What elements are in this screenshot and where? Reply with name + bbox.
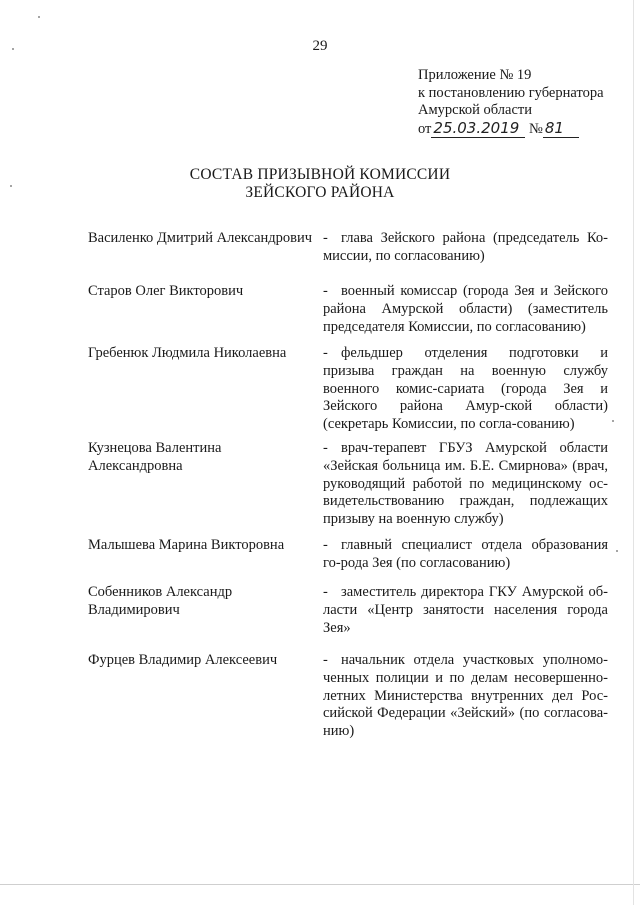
member-name: Старов Олег Викторович xyxy=(88,283,244,299)
member-role xyxy=(323,345,608,434)
member-name: Гребенюк Людмила Николаевна xyxy=(88,345,287,361)
member-role xyxy=(323,440,608,529)
scan-edge-line xyxy=(0,884,640,885)
dash: - xyxy=(323,584,328,600)
member-role xyxy=(323,652,608,741)
member-role-text: главный специалист отдела образования го-рода Зея (по согласованию) xyxy=(323,537,608,571)
member-name: Василенко Дмитрий Александрович xyxy=(88,230,313,246)
member-name: Фурцев Владимир Алексеевич xyxy=(88,652,278,668)
number-prefix: № xyxy=(529,120,543,137)
date-prefix: от xyxy=(418,120,432,137)
dash: - xyxy=(323,230,328,246)
appendix-region: Амурской области xyxy=(418,102,532,118)
member-name: Малышева Марина Викторовна xyxy=(88,537,285,553)
dash: - xyxy=(323,537,328,553)
member-role xyxy=(323,230,608,266)
member-role xyxy=(323,537,608,573)
member-role-text: военный комиссар (города Зея и Зейского района Амурской области) (заместитель председателя Комиссии, по согласованию) xyxy=(323,283,608,335)
appendix-block xyxy=(418,67,618,138)
scan-edge-line xyxy=(633,0,634,905)
member-role-text: глава Зейского района (председатель Ко-миссии, по согласованию) xyxy=(323,230,608,264)
scan-speck xyxy=(10,185,12,187)
scan-speck xyxy=(38,16,40,18)
scan-speck xyxy=(612,420,614,422)
member-name: Собенников Александр Владимирович xyxy=(88,584,233,618)
appendix-date-line xyxy=(418,120,618,139)
member-role xyxy=(323,283,608,336)
member-role-text: начальник отдела участковых уполномо-ченных полиции и по делам несовершенно-летних Министерства внутренних дел Рос-сийской Федерации «Зейский» (по согласова-нию) xyxy=(323,652,608,740)
page-number: 29 xyxy=(312,38,328,54)
handwritten-date: 25.03.2019 xyxy=(431,120,525,139)
title-line-2: ЗЕЙСКОГО РАЙОНА xyxy=(245,184,395,201)
handwritten-number: 81 xyxy=(543,120,579,139)
title-line-1: СОСТАВ ПРИЗЫВНОЙ КОМИССИИ xyxy=(189,166,451,183)
member-role-text: врач-терапевт ГБУЗ Амурской области «Зейская больница им. Б.Е. Смирнова» (врач, руководящий работой по медицинскому ос-видетельствованию граждан, подлежащих призыву на военную службу) xyxy=(323,440,608,528)
member-role xyxy=(323,584,608,637)
member-name: Кузнецова Валентина Александровна xyxy=(88,440,222,474)
dash: - xyxy=(323,345,328,361)
appendix-title: Приложение № 19 xyxy=(418,67,532,83)
dash: - xyxy=(323,652,328,668)
member-role-text: фельдшер отделения подготовки и призыва граждан на военную службу военного комис-сариата (города Зея и Зейского района Амур-ской области) (секретарь Комиссии, по согла-сованию) xyxy=(323,345,608,433)
document-title xyxy=(0,166,640,202)
scan-speck xyxy=(12,48,14,50)
appendix-reference: к постановлению губернатора xyxy=(418,84,604,101)
scan-speck xyxy=(616,550,618,552)
dash: - xyxy=(323,440,328,456)
member-role-text: заместитель директора ГКУ Амурской об-ласти «Центр занятости населения города Зея» xyxy=(323,584,608,636)
dash: - xyxy=(323,283,328,299)
